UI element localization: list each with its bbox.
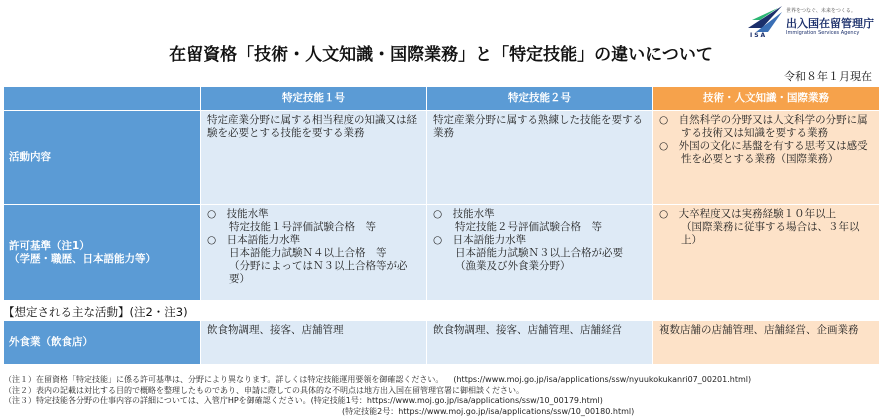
comparison-table [3,86,880,301]
activities-table [3,320,880,365]
cell-restaurant-engineer: 複数店舗の店舗管理、店舗経営、企画業務 [653,321,880,365]
row-label-criteria-line1: 許可基準（注1） [9,239,90,252]
cell-text: ○ 日本語能力水準 [433,234,527,246]
table-row [4,321,880,365]
footnote-2: （注２）表内の記載は対比する目的で概略を整理したものであり、申請に際しての具体的な不明点は地方出入国在留管理官署に御相談ください。 [4,385,524,395]
cell-text: 特定技能１号評価試験合格 等 [229,221,376,233]
footnote-link[interactable]: (https://www.moj.go.jp/isa/applications/ssw/nyuukokukanri07_00201.html) [453,375,752,384]
header-row [4,87,880,111]
cell-criteria-ssw2 [427,205,653,301]
logo-tagline: 世界をつなぐ、未来をつくる。 [786,8,856,14]
cell-text: （国際業務に従事する場合は、３年以上） [681,221,860,246]
cell-restaurant-ssw2: 飲食物調理、接客、店舗管理、店舗経営 [427,321,653,365]
header-ssw1: 特定技能１号 [201,87,427,111]
header-corner [4,87,201,111]
cell-text: ○ 技能水準 [207,208,269,220]
section-label-activities: 【想定される主な活動】(注2・注3) [3,305,188,319]
cell-text: （分野によってはＮ３以上合格等が必要） [229,260,408,285]
cell-criteria-engineer [653,205,880,301]
footnote-3-link[interactable]: (特定技能2号：https://www.moj.go.jp/isa/applications/ssw/10_00180.html) [342,406,635,416]
row-label-activity: 活動内容 [4,111,201,205]
cell-text: ○ 外国の文化に基盤を有する思考又は感受性を必要とする業務（国際業務） [659,140,868,165]
cell-restaurant-ssw1: 飲食物調理、接客、店舗管理 [201,321,427,365]
header-engineer-humanities: 技術・人文知識・国際業務 [653,87,880,111]
footnote-text: （注１）在留資格「特定技能」に係る許可基準は、分野により異なります。詳しくは特定技能運用要領を御確認ください。 [4,375,444,384]
footnotes [4,375,880,417]
header-ssw2: 特定技能２号 [427,87,653,111]
footnote-1 [4,375,880,386]
row-label-criteria [4,205,201,301]
cell-text: 特定産業分野に属する熟練した技能を要する業務 [433,114,643,139]
table-row [4,111,880,205]
logo-isa-text: ISA [750,32,768,39]
footnote-3: （注３）特定技能各分野の仕事内容の詳細については、入管庁HPを御確認ください。(特定技能1号：https://www.moj.go.jp/isa/applications/ssw/10_00179.html) [4,396,603,405]
cell-text: ○ 大卒程度又は実務経験１０年以上 [659,208,837,220]
cell-text: 日本語能力試験Ｎ４以上合格 等 [229,247,387,259]
cell-text: ○ 日本語能力水準 [207,234,301,246]
cell-text: ○ 自然科学の分野又は人文科学の分野に属する技術又は知識を要する業務 [659,114,868,139]
cell-activity-ssw1 [201,111,427,205]
cell-text: 特定技能２号評価試験合格 等 [455,221,602,233]
row-label-restaurant: 外食業（飲食店） [4,321,201,365]
cell-text: ○ 技能水準 [433,208,495,220]
logo-name-en: Immigration Services Agency [786,30,860,36]
table-row [4,205,880,301]
cell-text: 日本語能力試験Ｎ３以上合格が必要 [455,247,623,259]
logo-name-jp: 出入国在留管理庁 [786,17,874,30]
cell-criteria-ssw1 [201,205,427,301]
row-label-criteria-line2: （学歴・職歴、日本語能力等） [9,252,156,265]
cell-text: 特定産業分野に属する相当程度の知識又は経験を必要とする技能を要する業務 [207,114,417,139]
cell-activity-engineer [653,111,880,205]
cell-text: （漁業及び外食業分野） [455,260,571,272]
cell-activity-ssw2 [427,111,653,205]
page-title: 在留資格「技術・人文知識・国際業務」と「特定技能」の違いについて [169,45,713,65]
as-of-date: 令和８年１月現在 [784,70,872,83]
isa-logo [748,4,878,40]
